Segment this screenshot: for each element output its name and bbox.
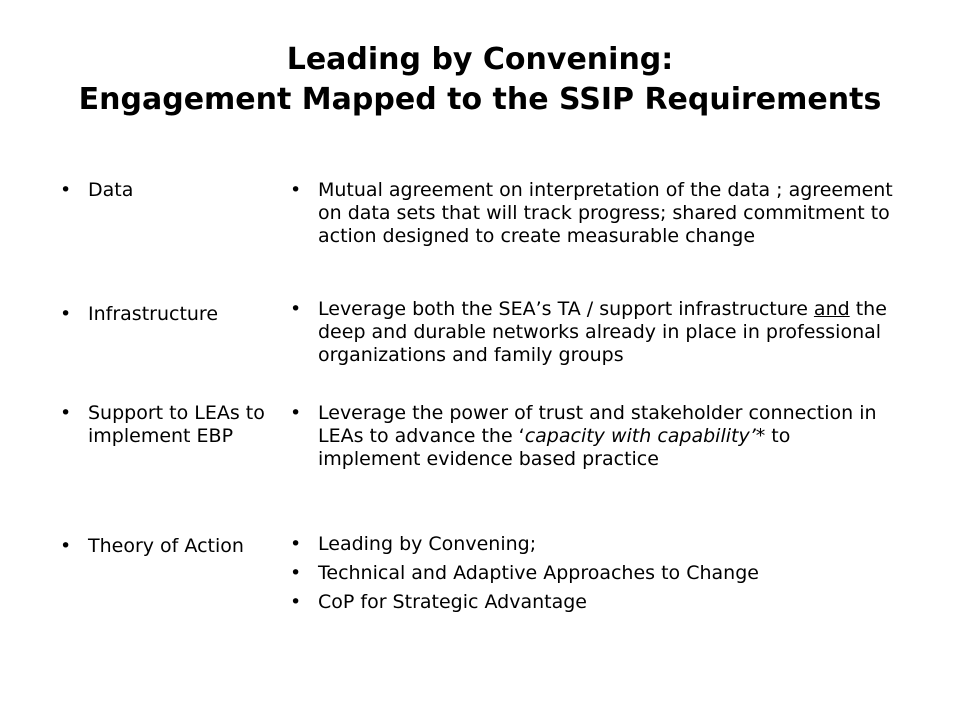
bullet-icon: • [60, 402, 72, 424]
left-item-label: Theory of Action [88, 535, 244, 557]
right-item-text: Mutual agreement on interpretation of the data ; agreement on data sets that will track progress; shared commitment to action designed to create measurable change [318, 179, 893, 247]
right-item-support [290, 402, 898, 471]
bullet-icon: • [290, 402, 302, 424]
left-item-infrastructure [60, 303, 288, 326]
left-item-label: Support to LEAs to implement EBP [88, 402, 265, 447]
left-item-support [60, 402, 288, 448]
right-item-theory-3 [290, 591, 898, 614]
underlined-word: and [813, 298, 850, 320]
right-item-infrastructure [290, 298, 898, 367]
bullet-icon: • [60, 303, 72, 325]
bullet-icon: • [60, 179, 72, 201]
left-item-label: Data [88, 179, 134, 201]
left-item-theory [60, 535, 288, 558]
right-item-text: CoP for Strategic Advantage [318, 591, 587, 613]
right-item-text: Technical and Adaptive Approaches to Change [318, 562, 759, 584]
title-line-1: Leading by Convening: [286, 42, 674, 77]
right-item-text-part: Leverage both the SEA’s TA / support infrastructure [318, 298, 814, 320]
right-item-text-part: to implement evidence based practice [318, 425, 791, 470]
bullet-icon: • [60, 535, 72, 557]
right-item-text: Leading by Convening; [318, 533, 537, 555]
italic-phrase: capacity with capability’* [524, 425, 766, 447]
left-item-label: Infrastructure [88, 303, 219, 325]
slide-title [0, 40, 960, 120]
left-item-data [60, 179, 288, 202]
right-item-theory-2 [290, 562, 898, 585]
bullet-icon: • [290, 179, 302, 201]
bullet-icon: • [290, 298, 302, 320]
right-item-text-part: the deep and durable networks already in place in professional organizations and family groups [318, 298, 887, 366]
bullet-icon: • [290, 562, 302, 584]
title-line-2: Engagement Mapped to the SSIP Requirements [78, 82, 882, 117]
bullet-icon: • [290, 591, 302, 613]
right-item-data [290, 179, 898, 248]
right-item-theory-1 [290, 533, 898, 556]
bullet-icon: • [290, 533, 302, 555]
right-item-text-part: Leverage the power of trust and stakeholder connection in LEAs to advance the ‘ [318, 402, 877, 447]
